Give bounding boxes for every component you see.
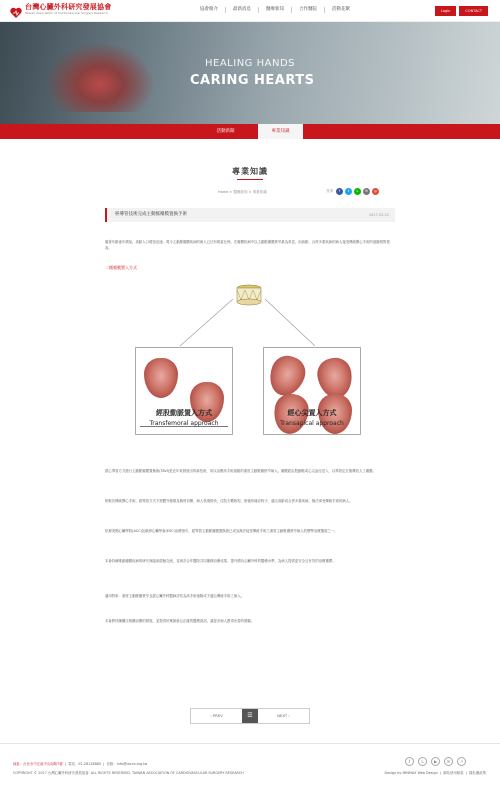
line-icon[interactable]: L <box>354 188 361 195</box>
site-footer <box>0 743 500 785</box>
line-icon[interactable]: L <box>418 757 427 766</box>
contact-button[interactable]: CONTACT <box>459 6 488 16</box>
email-icon[interactable]: ✉ <box>363 188 370 195</box>
article-paragraph-5: 適用對象：重度主動脈瓣狹窄且經心臟外科醫師評估為高手術風險或不適合傳統手術之病人。 <box>105 594 245 598</box>
main-content <box>0 139 500 743</box>
email-icon[interactable]: ✉ <box>444 757 453 766</box>
nav-item-hospitals[interactable]: 合作醫院 <box>292 7 325 13</box>
article-header <box>105 208 395 222</box>
page-title: 專業知識 <box>232 167 268 176</box>
facebook-icon[interactable]: f <box>405 757 414 766</box>
section-title: 二種瓣膜置入方式 <box>105 265 137 270</box>
footer-social <box>405 757 466 766</box>
hero-tagline-2: CARING HEARTS <box>190 73 315 88</box>
title-underline <box>237 179 263 180</box>
article-intro: 隨著年齡逐年增加，高齡人口增加迅速，現今主動脈瓣膜疾病的病人已佔有相當比例。在瓣膜疾病中以主動脈瓣膜狹窄最為常見，而高齡、合併多重疾病的病人接受傳統開心手術的風險相對提高。 <box>105 240 390 250</box>
google-plus-icon[interactable]: g <box>372 188 379 195</box>
logo-title: 台灣心臟外科研究發展協會 <box>25 3 112 11</box>
transfemoral-label-zh: 經股動脈置入方式 <box>156 409 212 417</box>
footer-right: Design by MINMAX Web Design | 網站使用條款 | 隱私權政策 <box>384 771 486 775</box>
hero-tagline-1: HEALING HANDS <box>205 58 295 69</box>
breadcrumb[interactable]: Home > 醫療新知 > 專業知識 <box>218 190 267 194</box>
pagination <box>190 708 310 724</box>
transapical-label-zh: 經心尖置入方式 <box>287 409 337 417</box>
hero-banner <box>0 22 500 124</box>
design-credit[interactable]: Design by MINMAX Web Design <box>384 771 438 775</box>
article-paragraph-4: 本會持續推動瓣膜疾病的研究與臨床經驗交流，並與各合作醫院共同累積治療成果，提升國內心臟外科的醫療水準，為病人提供更安全且有效的治療選擇。 <box>105 559 336 563</box>
transfemoral-label-en: Transfemoral approach <box>149 420 219 427</box>
article-paragraph-6: 本會將持續關注相關治療的發展，並提供民眾最新且正確的醫療資訊，讓更多病人獲得妥善的照顧。 <box>105 619 255 623</box>
valve-diagram <box>105 274 395 462</box>
footer-email[interactable]: 信箱：info@tacvs.org.tw <box>106 762 148 766</box>
share-bar <box>326 188 379 195</box>
heart-illustration-1 <box>144 358 178 398</box>
sub-nav <box>0 124 500 139</box>
article-date: 2017.02.22 <box>368 213 389 217</box>
share-icon[interactable]: ↗ <box>457 757 466 766</box>
hero-image <box>45 42 155 112</box>
nav-item-events[interactable]: 活動花絮 <box>332 7 350 12</box>
privacy-link[interactable]: 隱私權政策 <box>469 771 486 775</box>
footer-address: 地址：台北市中正區中山南路7號 <box>13 762 63 766</box>
youtube-icon[interactable]: ▶ <box>431 757 440 766</box>
transapical-label-en: Transapical approach <box>280 420 344 427</box>
logo-subtitle: Taiwan Association of Cardiovascular Surgery Research <box>25 11 108 15</box>
article-paragraph-3: 依據美國心臟學院(ACC)及歐洲心臟學會(ESC)治療指引，經導管主動脈瓣膜置換術已成為無法接受傳統手術之重度主動脈瓣狹窄病人的標準治療選項之一。 <box>105 529 338 533</box>
article-title: 經導管技術完成主動脈瓣膜置換手術 <box>115 212 187 217</box>
list-icon[interactable]: ☰ <box>242 709 258 723</box>
nav-item-news[interactable]: 最新消息 <box>226 7 259 13</box>
article-paragraph-2: 相較於傳統開心手術，經導管方式不需體外循環及胸骨切開，病人恢復較快，住院天數較短，術後疼痛亦較少，適合高齡或合併多重疾病、無法承受傳統手術的病人。 <box>105 499 353 503</box>
site-header <box>0 0 500 22</box>
main-nav <box>193 7 357 13</box>
twitter-icon[interactable]: t <box>345 188 352 195</box>
footer-copyright: COPYRIGHT © 2017 台灣心臟外科研究發展協會. ALL RIGHTS RESERVED. TAIWAN ASSOCIATION OF CARDIOVASCULAR SURGERY RESEARCH <box>13 771 244 775</box>
tab-activity-news[interactable]: 活動新聞 <box>216 129 235 134</box>
footer-phone: 電話：02-28128880 <box>68 762 102 766</box>
nav-item-medical[interactable]: 醫療新知 <box>259 7 292 13</box>
facebook-icon[interactable]: f <box>336 188 343 195</box>
share-label: 分享 <box>326 189 333 193</box>
heart-logo-icon <box>10 4 22 16</box>
prev-button[interactable]: ‹ PREV <box>210 713 223 718</box>
login-button[interactable]: Login <box>435 6 456 16</box>
next-label: NEXT <box>277 713 288 718</box>
prev-label: PREV <box>212 713 223 718</box>
terms-link[interactable]: 網站使用條款 <box>443 771 464 775</box>
article-paragraph-1: 經心導管方式進行主動脈瓣膜置換術(TAVI)是近年來發展出的新技術，用以治療高手術風險的重度主動脈瓣狹窄病人。瓣膜經由股動脈或心尖途徑送入，以導管定位後釋放人工瓣膜。 <box>105 469 376 473</box>
next-button[interactable]: NEXT › <box>277 713 290 718</box>
footer-contact: 地址：台北市中正區中山南路7號 | 電話：02-28128880 | 信箱：info@tacvs.org.tw <box>13 762 148 766</box>
site-logo[interactable] <box>10 4 111 16</box>
tab-professional-knowledge[interactable]: 專業知識 <box>258 124 303 139</box>
nav-item-about[interactable]: 協會簡介 <box>193 7 226 13</box>
